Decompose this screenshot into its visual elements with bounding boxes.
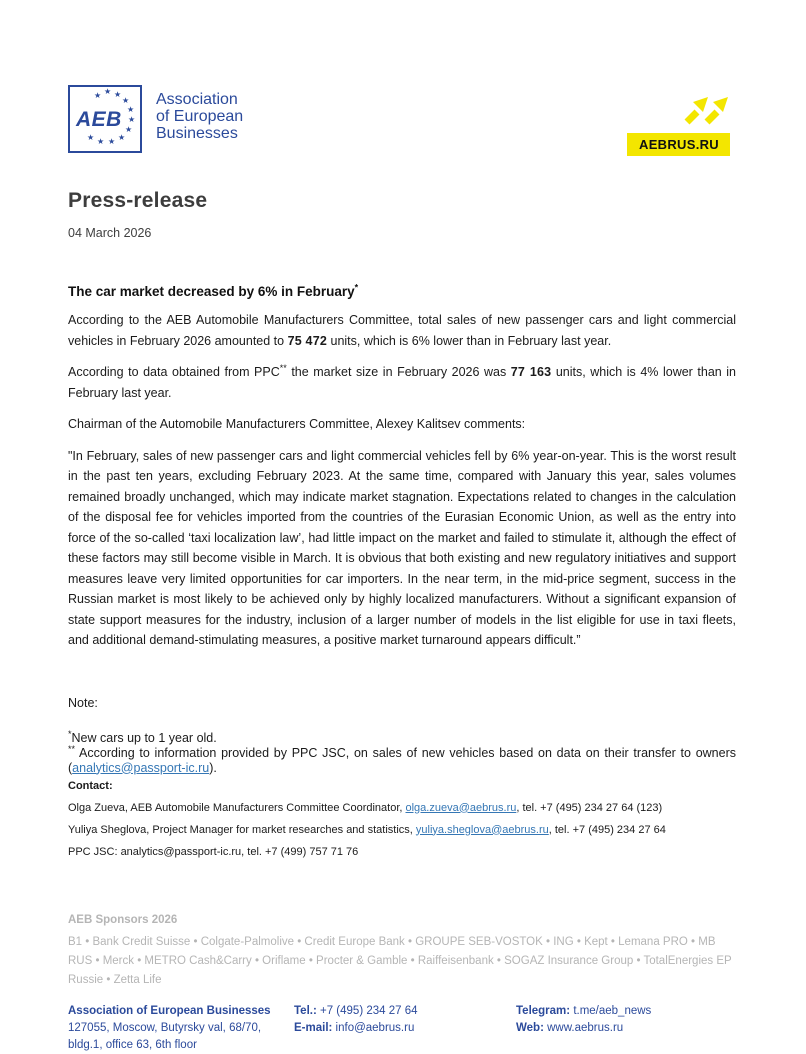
paragraph-ppc — [68, 362, 736, 403]
footer-tel-line — [294, 1003, 516, 1020]
footnotes — [68, 728, 736, 776]
org-name — [156, 91, 243, 142]
paragraph-text: units, which is 4% lower than in February last year. — [68, 365, 737, 400]
contact-label: Contact: — [68, 779, 113, 792]
footer-contacts-block — [294, 1003, 516, 1054]
sponsors-title: AEB Sponsors 2026 — [68, 913, 178, 926]
doc-type-heading: Press-release — [68, 189, 208, 212]
footer-address-line: bldg.1, office 63, 6th floor — [68, 1038, 197, 1051]
star-icon: ★ — [118, 133, 126, 142]
footer-tel-value: +7 (495) 234 27 64 — [320, 1004, 418, 1017]
footer-address-line: 127055, Moscow, Butyrsky val, 68/70, — [68, 1021, 262, 1034]
market-size-value: 77 163 — [510, 365, 552, 379]
footnote-1-marker: * — [68, 728, 72, 739]
footer-web-block — [516, 1003, 736, 1054]
footnote-1 — [68, 728, 736, 746]
doc-date: 04 March 2026 — [68, 226, 152, 240]
star-icon: ★ — [97, 137, 105, 146]
double-arrow-up-right-icon — [627, 95, 728, 130]
footer-web-value[interactable]: www.aebrus.ru — [547, 1021, 624, 1034]
paragraph-chairman: Chairman of the Automobile Manufacturers Committee, Alexey Kalitsev comments: — [68, 417, 526, 431]
footer — [68, 1003, 736, 1054]
sales-units-value: 75 472 — [287, 333, 328, 348]
yuliya-email-link[interactable]: yuliya.sheglova@aebrus.ru — [415, 823, 549, 836]
footer-telegram-line — [516, 1003, 736, 1020]
star-icon: ★ — [128, 115, 136, 124]
contact-text: PPC JSC: analytics@passport-ic.ru, tel. +7 (499) 757 71 76 — [68, 845, 359, 858]
footer-telegram-value[interactable]: t.me/aeb_news — [573, 1004, 652, 1017]
star-icon: ★ — [108, 137, 116, 146]
paragraph-text: units, which is 6% lower than in February last year. — [327, 333, 612, 348]
footer-email-line — [294, 1020, 516, 1037]
footer-address-block — [68, 1003, 294, 1054]
passport-ic-email-link[interactable]: analytics@passport-ic.ru — [72, 760, 210, 775]
article-title-footnote-marker: * — [354, 282, 359, 293]
footnote-2 — [68, 743, 736, 776]
contact-line-olga — [68, 802, 736, 814]
sponsors-section — [68, 914, 736, 990]
footer-web-line — [516, 1020, 736, 1037]
note-label: Note: — [68, 695, 98, 710]
paragraph-sales — [68, 310, 736, 351]
paragraph-text: According to data obtained from PPC — [68, 365, 280, 379]
contact-text: , tel. +7 (495) 234 27 64 — [548, 823, 666, 836]
star-icon: ★ — [87, 133, 95, 142]
star-icon: ★ — [127, 105, 135, 114]
contact-line-yuliya — [68, 824, 736, 836]
footnote-1-text: New cars up to 1 year old. — [71, 730, 217, 745]
article-title-text: The car market decreased by 6% in February — [68, 284, 355, 299]
footer-org-name: Association of European Businesses — [68, 1004, 271, 1017]
paragraph-text: According to the AEB Automobile Manufacturers Committee, total sales of new passenger cars and light commercial vehicles in February 2026 amounted to — [68, 313, 736, 348]
paragraph-text: the market size in February 2026 was — [286, 365, 511, 379]
contact-text: , tel. +7 (495) 234 27 64 (123) — [516, 801, 663, 814]
contact-line-ppc — [68, 846, 736, 858]
star-icon: ★ — [125, 125, 133, 134]
footnote-2-marker: ** — [68, 743, 76, 754]
org-name-line: Association — [156, 91, 238, 108]
footnote-2-text: According to information provided by PPC JSC, on sales of new vehicles based on data on their transfer to owners ( — [68, 745, 736, 775]
star-icon: ★ — [122, 96, 130, 105]
ppc-footnote-marker: ** — [279, 362, 287, 373]
olga-email-link[interactable]: olga.zueva@aebrus.ru — [405, 801, 517, 814]
footer-tel-label: Tel.: — [294, 1004, 317, 1017]
star-icon: ★ — [104, 87, 112, 96]
star-icon: ★ — [114, 90, 122, 99]
footer-web-label: Web: — [516, 1021, 544, 1034]
header-right — [627, 95, 730, 156]
star-icon: ★ — [94, 91, 102, 100]
org-name-line: of European — [156, 108, 244, 125]
footer-telegram-label: Telegram: — [516, 1004, 571, 1017]
article-title — [68, 284, 736, 299]
footer-email-value[interactable]: info@aebrus.ru — [335, 1021, 415, 1034]
sponsors-list: B1 • Bank Credit Suisse • Colgate-Palmolive • Credit Europe Bank • GROUPE SEB-VOSTOK • ING • Kept • Lemana PRO • MB RUS • Merck • METRO Cash&Carry • Oriflame • Procter & Gamble • Raiffeisenbank • SOGAZ Insurance Group • TotalEnergies EP Russie • Zetta Life — [68, 935, 732, 986]
footer-email-label: E-mail: — [294, 1021, 333, 1034]
aebrus-site-badge[interactable]: AEBRUS.RU — [627, 133, 730, 156]
contact-text: Olga Zueva, AEB Automobile Manufacturers Committee Coordinator, — [68, 801, 406, 814]
header — [68, 85, 736, 153]
footnote-2-text: ). — [209, 760, 217, 775]
paragraph-quote: "In February, sales of new passenger cars and light commercial vehicles fell by 6% year-on-year. This is the worst result in the past ten years, excluding February 2023. At the same time, compared with January this year, sales volumes remained broadly unchanged, which may indicate market stagnation. Expectations related to changes in the calculation of the disposal fee for vehicles imported from the countries of the Eurasian Economic Union, as well as the entry into force of the so-called ‘taxi localization law’, had little impact on the market and failed to stimulate it, although the effect of these factors may still become visible in March. It is obvious that both existing and new regulatory initiatives and support measures leave very limited opportunities for car importers. In the near term, in the mid-price segment, success in the Russian market is most likely to be achieved only by highly localized manufacturers. Without a significant expansion of state support measures for the industry, inclusion of a larger number of models in the list eligible for use in taxi fleets, and additional demand-stimulating measures, a positive market turnaround appears difficult.” — [68, 448, 736, 647]
org-name-line: Businesses — [156, 125, 238, 142]
aeb-logo-emblem — [68, 85, 142, 153]
contact-text: Yuliya Sheglova, Project Manager for market researches and statistics, — [68, 823, 416, 836]
aeb-logo-acronym: AEB — [76, 108, 122, 131]
